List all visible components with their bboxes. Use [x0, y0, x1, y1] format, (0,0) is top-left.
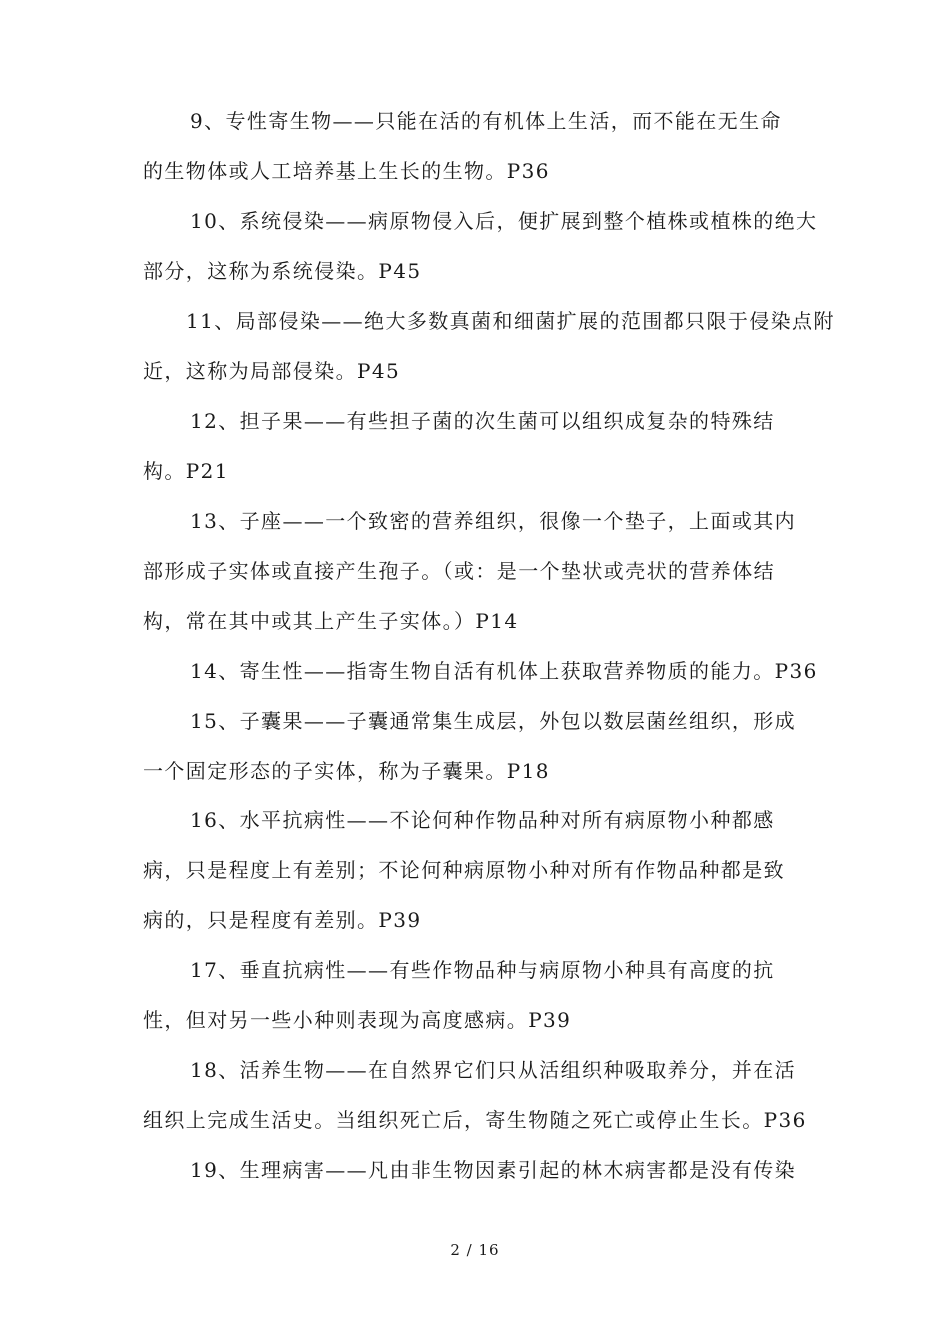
entry-18-line-2: 组织上完成生活史。当组织死亡后，寄生物随之死亡或停止生长。P36: [143, 1108, 807, 1132]
page-indicator: 2 / 16: [450, 1241, 500, 1259]
entry-11-line-1: 11、局部侵染——绝大多数真菌和细菌扩展的范围都只限于侵染点附: [186, 309, 835, 333]
entry-13-line-1: 13、子座——一个致密的营养组织，很像一个垫子，上面或其内: [190, 509, 797, 533]
entry-9-line-2: 的生物体或人工培养基上生长的生物。P36: [143, 159, 550, 183]
entry-17-line-2: 性，但对另一些小种则表现为高度感病。P39: [143, 1008, 572, 1032]
entry-12-line-2: 构。P21: [143, 459, 229, 483]
entry-16-line-2: 病，只是程度上有差别；不论何种病原物小种对所有作物品种都是致: [143, 858, 785, 882]
entry-13-line-2: 部形成子实体或直接产生孢子。（或：是一个垫状或壳状的营养体结: [143, 559, 775, 583]
entry-14-line-1: 14、寄生性——指寄生物自活有机体上获取营养物质的能力。P36: [190, 659, 818, 683]
entry-11-line-2: 近，这称为局部侵染。P45: [143, 359, 401, 383]
entry-10-line-1: 10、系统侵染——病原物侵入后，便扩展到整个植株或植株的绝大: [190, 209, 818, 233]
entry-15-line-2: 一个固定形态的子实体，称为子囊果。P18: [143, 759, 550, 783]
entry-16-line-3: 病的，只是程度有差别。P39: [143, 908, 422, 932]
entry-13-line-3: 构，常在其中或其上产生子实体。）P14: [143, 609, 519, 633]
entry-12-line-1: 12、担子果——有些担子菌的次生菌可以组织成复杂的特殊结: [190, 409, 775, 433]
entry-15-line-1: 15、子囊果——子囊通常集生成层，外包以数层菌丝组织，形成: [190, 709, 797, 733]
entry-19-line-1: 19、生理病害——凡由非生物因素引起的林木病害都是没有传染: [190, 1158, 797, 1182]
entry-17-line-1: 17、垂直抗病性——有些作物品种与病原物小种具有高度的抗: [190, 958, 775, 982]
entry-10-line-2: 部分，这称为系统侵染。P45: [143, 259, 422, 283]
entry-9-line-1: 9、专性寄生物——只能在活的有机体上生活，而不能在无生命: [190, 109, 782, 133]
entry-16-line-1: 16、水平抗病性——不论何种作物品种对所有病原物小种都感: [190, 808, 775, 832]
entry-18-line-1: 18、活养生物——在自然界它们只从活组织种吸取养分，并在活: [190, 1058, 797, 1082]
